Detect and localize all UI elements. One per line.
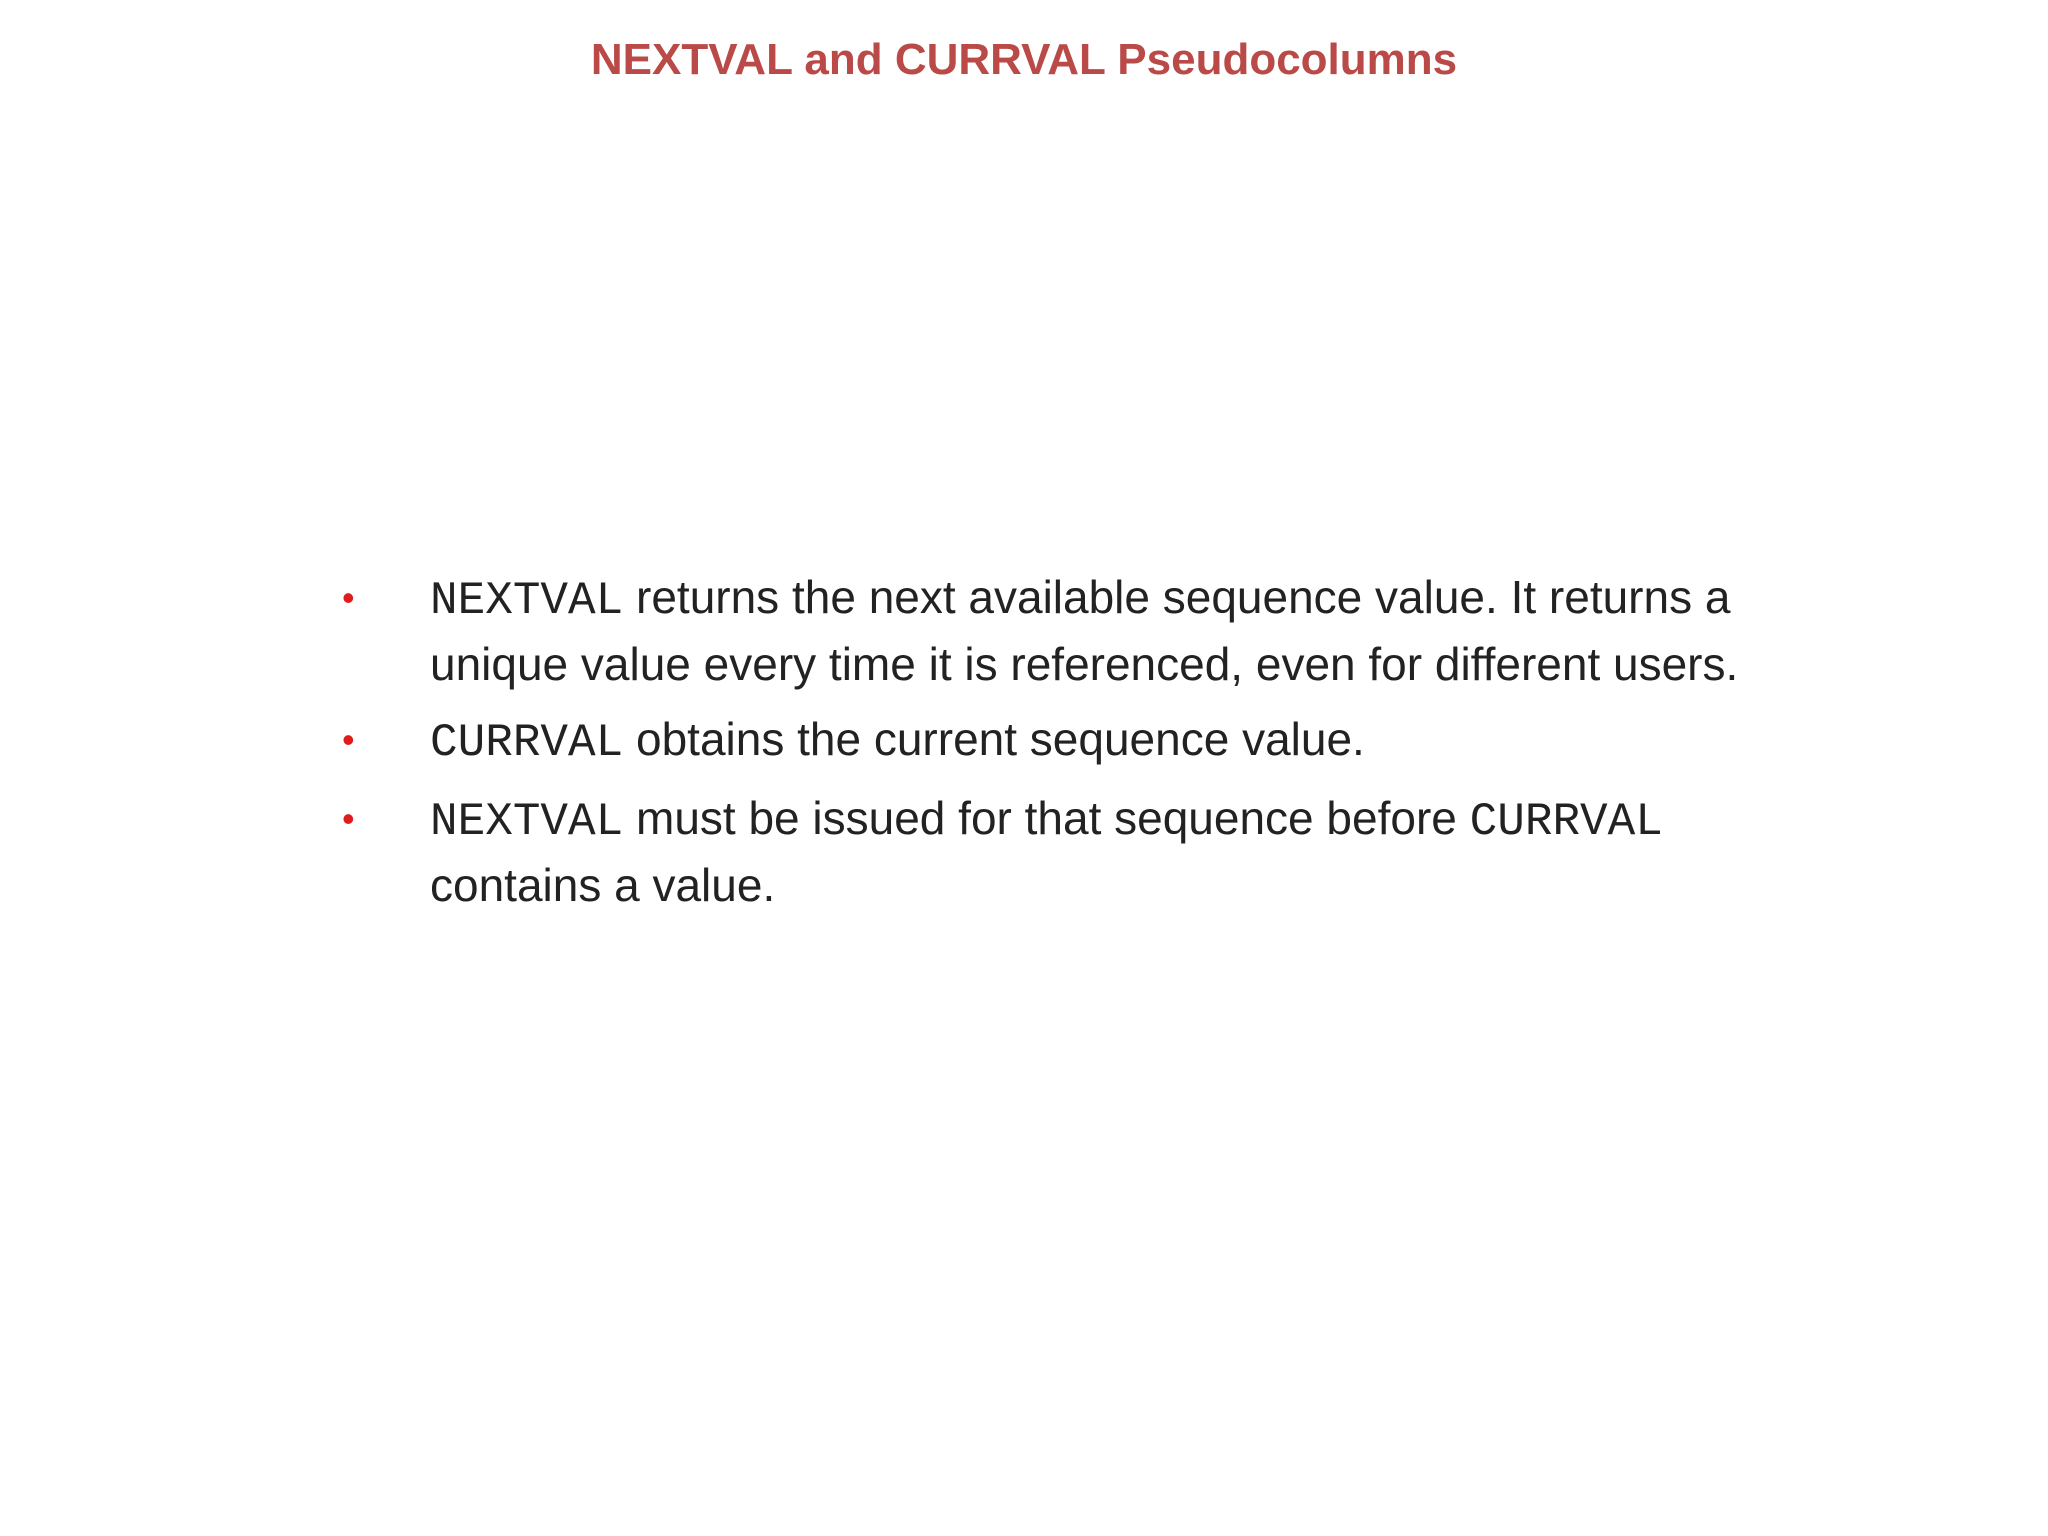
code-keyword: NEXTVAL (430, 575, 624, 627)
slide-title: NEXTVAL and CURRVAL Pseudocolumns (590, 35, 1458, 84)
bullet-item-nextval (332, 566, 1792, 696)
code-keyword: NEXTVAL (430, 796, 624, 848)
bullet-item-currval (332, 708, 1792, 775)
bullet-item-order (332, 787, 1792, 917)
bullet-dot-icon: • (342, 798, 355, 839)
code-keyword: CURRVAL (1469, 796, 1663, 848)
code-keyword: CURRVAL (430, 717, 624, 769)
bullet-dot-icon: • (342, 577, 355, 618)
bullet-dot-icon: • (342, 719, 355, 760)
bullet-list (332, 566, 1792, 929)
bullet-text: obtains the current sequence value. (623, 713, 1365, 765)
bullet-text: contains a value. (430, 859, 776, 911)
bullet-text: returns the next available sequence value. It returns a unique value every time it is referenced, even for different users. (430, 571, 1739, 690)
bullet-text: must be issued for that sequence before (623, 792, 1470, 844)
